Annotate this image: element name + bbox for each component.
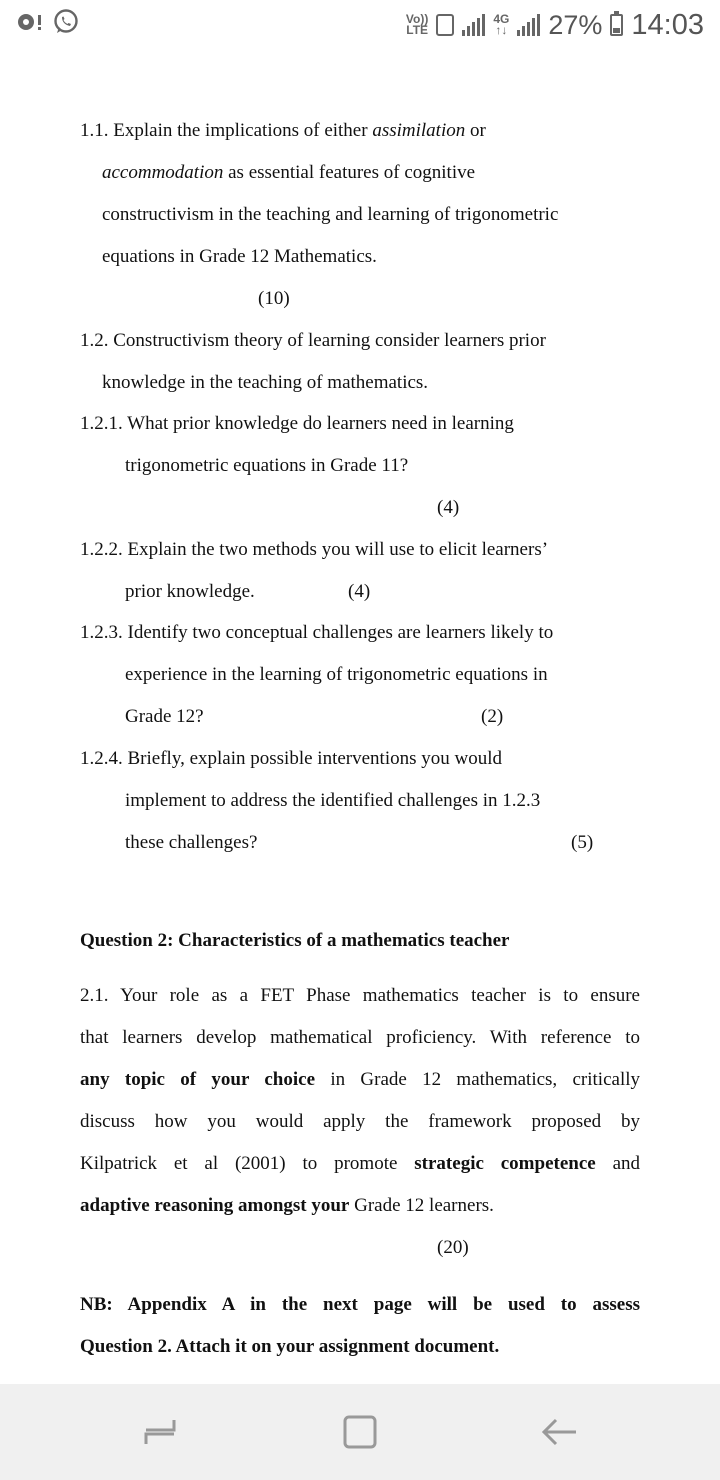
- status-bar: [0, 0, 720, 50]
- system-indicators: [406, 4, 704, 46]
- volte-bottom: LTE: [406, 23, 429, 37]
- q2-1-marks: (20): [437, 1237, 469, 1258]
- q2-1-any-topic: any topic of your choice: [80, 1069, 316, 1090]
- q1-2-2-line-1: 1.2.2. Explain the two methods you will use to elicit learners’: [80, 539, 549, 560]
- q1-2-4-line-2: implement to address the identified challenges in 1.2.3: [125, 790, 541, 811]
- back-button[interactable]: [536, 1408, 584, 1456]
- q1-1-marks: (10): [258, 288, 290, 309]
- q1-1-line-4: equations in Grade 12 Mathematics.: [102, 246, 377, 267]
- q1-2-3-line-2: experience in the learning of trigonometric equations in: [125, 664, 548, 685]
- data-arrows-icon: ↑↓: [495, 23, 508, 37]
- recents-icon: [136, 1408, 184, 1456]
- battery-percent: 27%: [548, 9, 603, 40]
- q1-2-1-line-2: trigonometric equations in Grade 11?: [125, 455, 409, 476]
- q1-1-accommodation: accommodation: [102, 162, 224, 183]
- q1-2-2-marks: (4): [348, 581, 371, 602]
- signal-strength-icon: [462, 14, 485, 36]
- notification-icons: [16, 10, 80, 38]
- clock: 14:03: [631, 8, 704, 41]
- q2-1-line-2: that learners develop mathematical proficiency. With reference to: [80, 1027, 640, 1048]
- q2-1-line-5-c: and: [595, 1153, 640, 1174]
- q1-1-text-d: as essential features of cognitive: [223, 162, 476, 183]
- network-type-label: 4G: [493, 12, 510, 26]
- question-2-heading: Question 2: Characteristics of a mathematics teacher: [80, 930, 510, 951]
- q1-1-line-1: [80, 120, 486, 142]
- q1-1-text-a: 1.1. Explain the implications of either: [80, 120, 373, 141]
- q2-1-line-3: [80, 1069, 640, 1091]
- q1-2-line-1: 1.2. Constructivism theory of learning consider learners prior: [80, 330, 546, 351]
- network-type: [493, 14, 509, 36]
- battery-icon: [610, 14, 623, 36]
- q1-2-3-line-1: 1.2.3. Identify two conceptual challenges are learners likely to: [80, 622, 554, 643]
- back-icon: [536, 1408, 584, 1456]
- q2-1-line-1: 2.1. Your role as a FET Phase mathematics teacher is to ensure: [80, 985, 640, 1006]
- q2-1-adaptive-reasoning: adaptive reasoning amongst your: [80, 1195, 350, 1216]
- q1-2-4-marks: (5): [571, 832, 594, 853]
- q2-1-line-4: discuss how you would apply the framework proposed by: [80, 1111, 640, 1132]
- sim-card-icon: [436, 14, 454, 36]
- q1-1-line-3: constructivism in the teaching and learning of trigonometric: [102, 204, 559, 225]
- location-notification-icon: [16, 10, 44, 39]
- signal-strength-icon-2: [517, 14, 540, 36]
- home-icon: [336, 1408, 384, 1456]
- q1-1-assimilation: assimilation: [372, 120, 466, 141]
- q1-2-4-line-1: 1.2.4. Briefly, explain possible interventions you would: [80, 748, 502, 769]
- q1-2-3-line-3: Grade 12?: [125, 706, 204, 727]
- navigation-bar: [0, 1384, 720, 1480]
- q2-1-line-6-rest: Grade 12 learners.: [349, 1195, 494, 1216]
- q1-2-1-line-1: 1.2.1. What prior knowledge do learners need in learning: [80, 413, 514, 434]
- volte-indicator: [406, 14, 428, 36]
- q2-1-line-5-a: Kilpatrick et al (2001) to promote: [80, 1153, 415, 1174]
- q2-1-line-3-rest: in Grade 12 mathematics, critically: [315, 1069, 641, 1090]
- q1-2-line-2: knowledge in the teaching of mathematics.: [102, 372, 429, 393]
- whatsapp-icon: [52, 8, 80, 41]
- q1-2-1-marks: (4): [437, 497, 460, 518]
- battery-fill: [613, 28, 620, 33]
- q2-1-line-5: [80, 1153, 640, 1175]
- q1-2-4-line-3: these challenges?: [125, 832, 258, 853]
- q1-2-2-line-2: prior knowledge.: [125, 581, 255, 602]
- q2-1-strategic-competence: strategic competence: [414, 1153, 596, 1174]
- volte-top: Vo)): [405, 12, 429, 26]
- home-button[interactable]: [336, 1408, 384, 1456]
- q2-1-line-6: [80, 1195, 494, 1217]
- q1-1-text-c: or: [465, 120, 486, 141]
- q1-1-line-2: [102, 162, 475, 184]
- nb-line-2: Question 2. Attach it on your assignment document.: [80, 1336, 500, 1357]
- q1-2-3-marks: (2): [481, 706, 504, 727]
- nb-line-1: NB: Appendix A in the next page will be used to assess: [80, 1294, 640, 1315]
- recents-button[interactable]: [136, 1408, 184, 1456]
